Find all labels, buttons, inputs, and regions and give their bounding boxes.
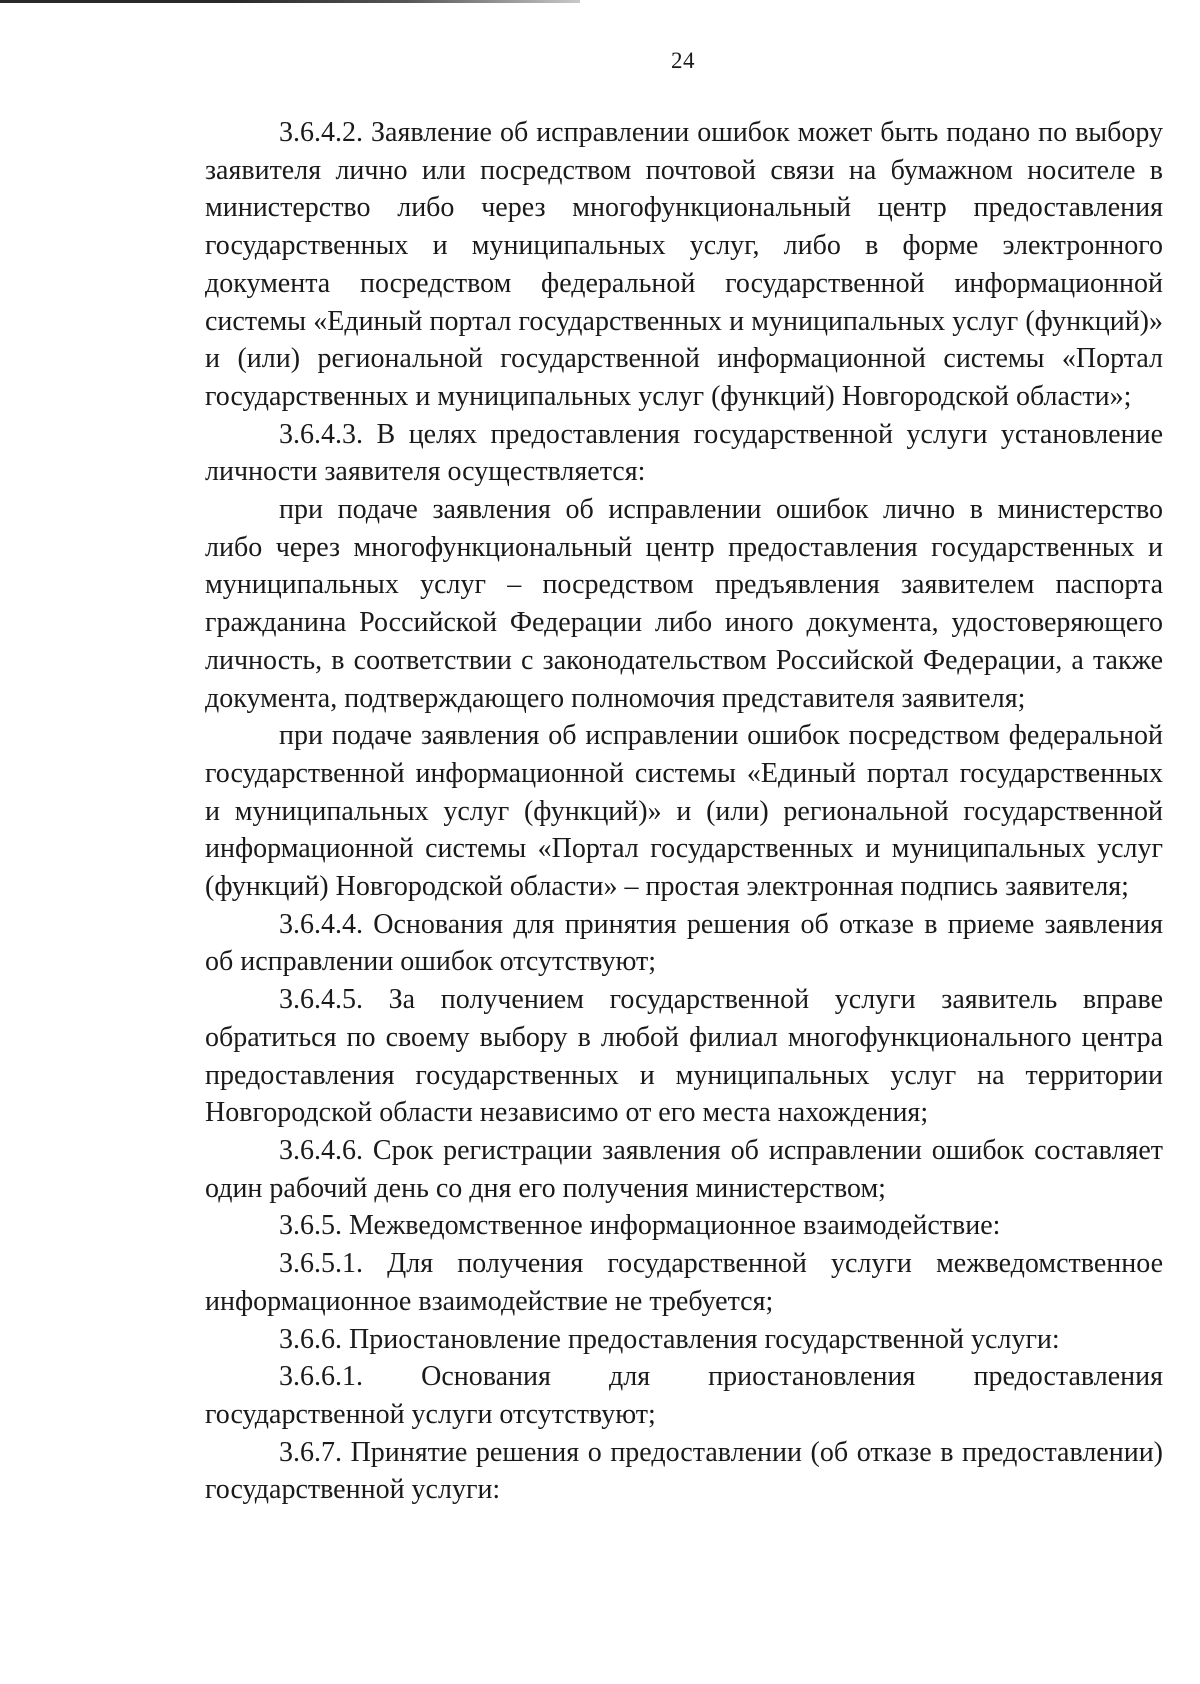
page-number: 24 [671, 48, 695, 73]
paragraph-3-6-7: 3.6.7. Принятие решения о предоставлении (об отказе в предоставлении) государственной услуги: [205, 1436, 1163, 1506]
document-body [205, 114, 1163, 1509]
paragraph-3-6-4-2: 3.6.4.2. Заявление об исправлении ошибок может быть подано по выбору заявителя лично или посредством почтовой связи на бумажном носителе в министерство либо через многофункциональный центр предоставления государственных и муниципальных услуг, либо в форме электронного документа посредством федеральной государственной информационной системы «Единый портал государственных и муниципальных услуг (функций)» и (или) региональной государственной информационной системы «Портал государственных и муниципальных услуг (функций) Новгородской области»; [205, 117, 1163, 412]
paragraph-3-6-6: 3.6.6. Приостановление предоставления государственной услуги: [279, 1323, 1060, 1355]
scan-artifact-line [0, 0, 580, 3]
paragraph-3-6-6-1: 3.6.6.1. Основания для приостановления предоставления государственной услуги отсутствуют; [205, 1361, 1163, 1430]
paragraph-in-person: при подаче заявления об исправлении ошибок лично в министерство либо через многофункциональный центр предоставления государственных и муниципальных услуг – посредством предъявления заявителем паспорта гражданина Российской Федерации либо иного документа, удостоверяющего личность, в соответствии с законодательством Российской Федерации, а также документа, подтверждающего полномочия представителя заявителя; [205, 494, 1163, 714]
paragraph-3-6-4-6: 3.6.4.6. Срок регистрации заявления об исправлении ошибок составляет один рабочий день со дня его получения министерством; [205, 1134, 1163, 1204]
paragraph-3-6-4-4: 3.6.4.4. Основания для принятия решения об отказе в приеме заявления об исправлении ошибок отсутствуют; [205, 908, 1163, 978]
paragraph-3-6-4-5: 3.6.4.5. За получением государственной услуги заявитель вправе обратиться по своему выбору в любой филиал многофункционального центра предоставления государственных и муниципальных услуг на территории Новгородской области независимо от его места нахождения; [205, 984, 1163, 1129]
paragraph-3-6-5-1: 3.6.5.1. Для получения государственной услуги межведомственное информационное взаимодействие не требуется; [205, 1248, 1163, 1317]
paragraph-3-6-5: 3.6.5. Межведомственное информационное взаимодействие: [279, 1210, 1001, 1242]
paragraph-electronic: при подаче заявления об исправлении ошибок посредством федеральной государственной информационной системы «Единый портал государственных и муниципальных услуг (функций)» и (или) региональной государственной информационной системы «Портал государственных и муниципальных услуг (функций) Новгородской области» – простая электронная подпись заявителя; [205, 720, 1163, 903]
paragraph-3-6-4-3: 3.6.4.3. В целях предоставления государственной услуги установление личности заявителя осуществляется: [205, 418, 1163, 488]
